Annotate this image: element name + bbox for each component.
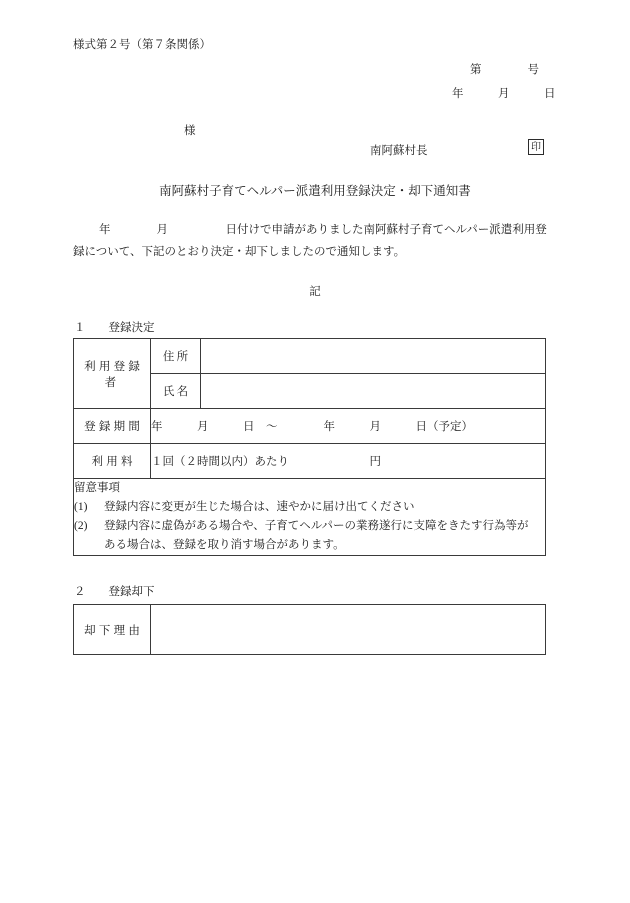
- period-label: 登録期間: [74, 409, 151, 444]
- note-text-continuation: ある場合は、登録を取り消す場合があります。: [104, 539, 345, 551]
- period-value[interactable]: 年 月 日 〜 年 月 日（予定）: [151, 409, 546, 444]
- address-label: 住所: [151, 339, 201, 374]
- table-row: [74, 409, 546, 444]
- document-date: 年 月 日: [452, 88, 556, 100]
- notes-title: 留意事項: [74, 482, 120, 494]
- notes-row: [74, 479, 546, 556]
- name-value[interactable]: [201, 374, 546, 409]
- registrant-label: 利用登録者: [74, 339, 151, 409]
- name-label: 氏名: [151, 374, 201, 409]
- fee-label: 利用料: [74, 444, 151, 479]
- body-paragraph: [73, 219, 547, 263]
- rejection-reason-label: 却下理由: [74, 605, 151, 655]
- registration-decision-table: [73, 338, 546, 556]
- rejection-reason-table: [73, 604, 546, 655]
- ki-marker: 記: [309, 286, 321, 298]
- section-2-heading: ２ 登録却下: [74, 586, 155, 598]
- note-text: 登録内容に変更が生じた場合は、速やかに届け出てください: [104, 501, 415, 513]
- form-number: 様式第２号（第７条関係）: [73, 39, 211, 51]
- table-row: [74, 444, 546, 479]
- note-number: (1): [74, 501, 88, 513]
- sender-title: 南阿蘇村長: [370, 145, 428, 157]
- note-number: (2): [74, 520, 88, 532]
- note-text: 登録内容に虚偽がある場合や、子育てヘルパーの業務遂行に支障をきたす行為等が: [104, 520, 529, 532]
- table-row: [74, 605, 546, 655]
- note-item: [74, 498, 545, 517]
- seal-stamp-box: 印: [528, 139, 544, 155]
- section-1-heading: １ 登録決定: [74, 322, 155, 334]
- document-number: 第 号: [470, 64, 539, 76]
- page-title: 南阿蘇村子育てヘルパー派遣利用登録決定・却下通知書: [159, 184, 471, 198]
- notes-cell: [74, 479, 546, 556]
- addressee-honorific: 様: [184, 125, 196, 137]
- fee-value[interactable]: １回（２時間以内）あたり 円: [151, 444, 546, 479]
- note-item: [74, 517, 545, 536]
- address-value[interactable]: [201, 339, 546, 374]
- body-paragraph-text: 年 月 日付けで申請がありました南阿蘇村子育てヘルパー派遣利用登録について、下記のとおり決定・却下しましたので通知します。: [73, 224, 547, 258]
- table-row: [74, 339, 546, 374]
- rejection-reason-value[interactable]: [151, 605, 546, 655]
